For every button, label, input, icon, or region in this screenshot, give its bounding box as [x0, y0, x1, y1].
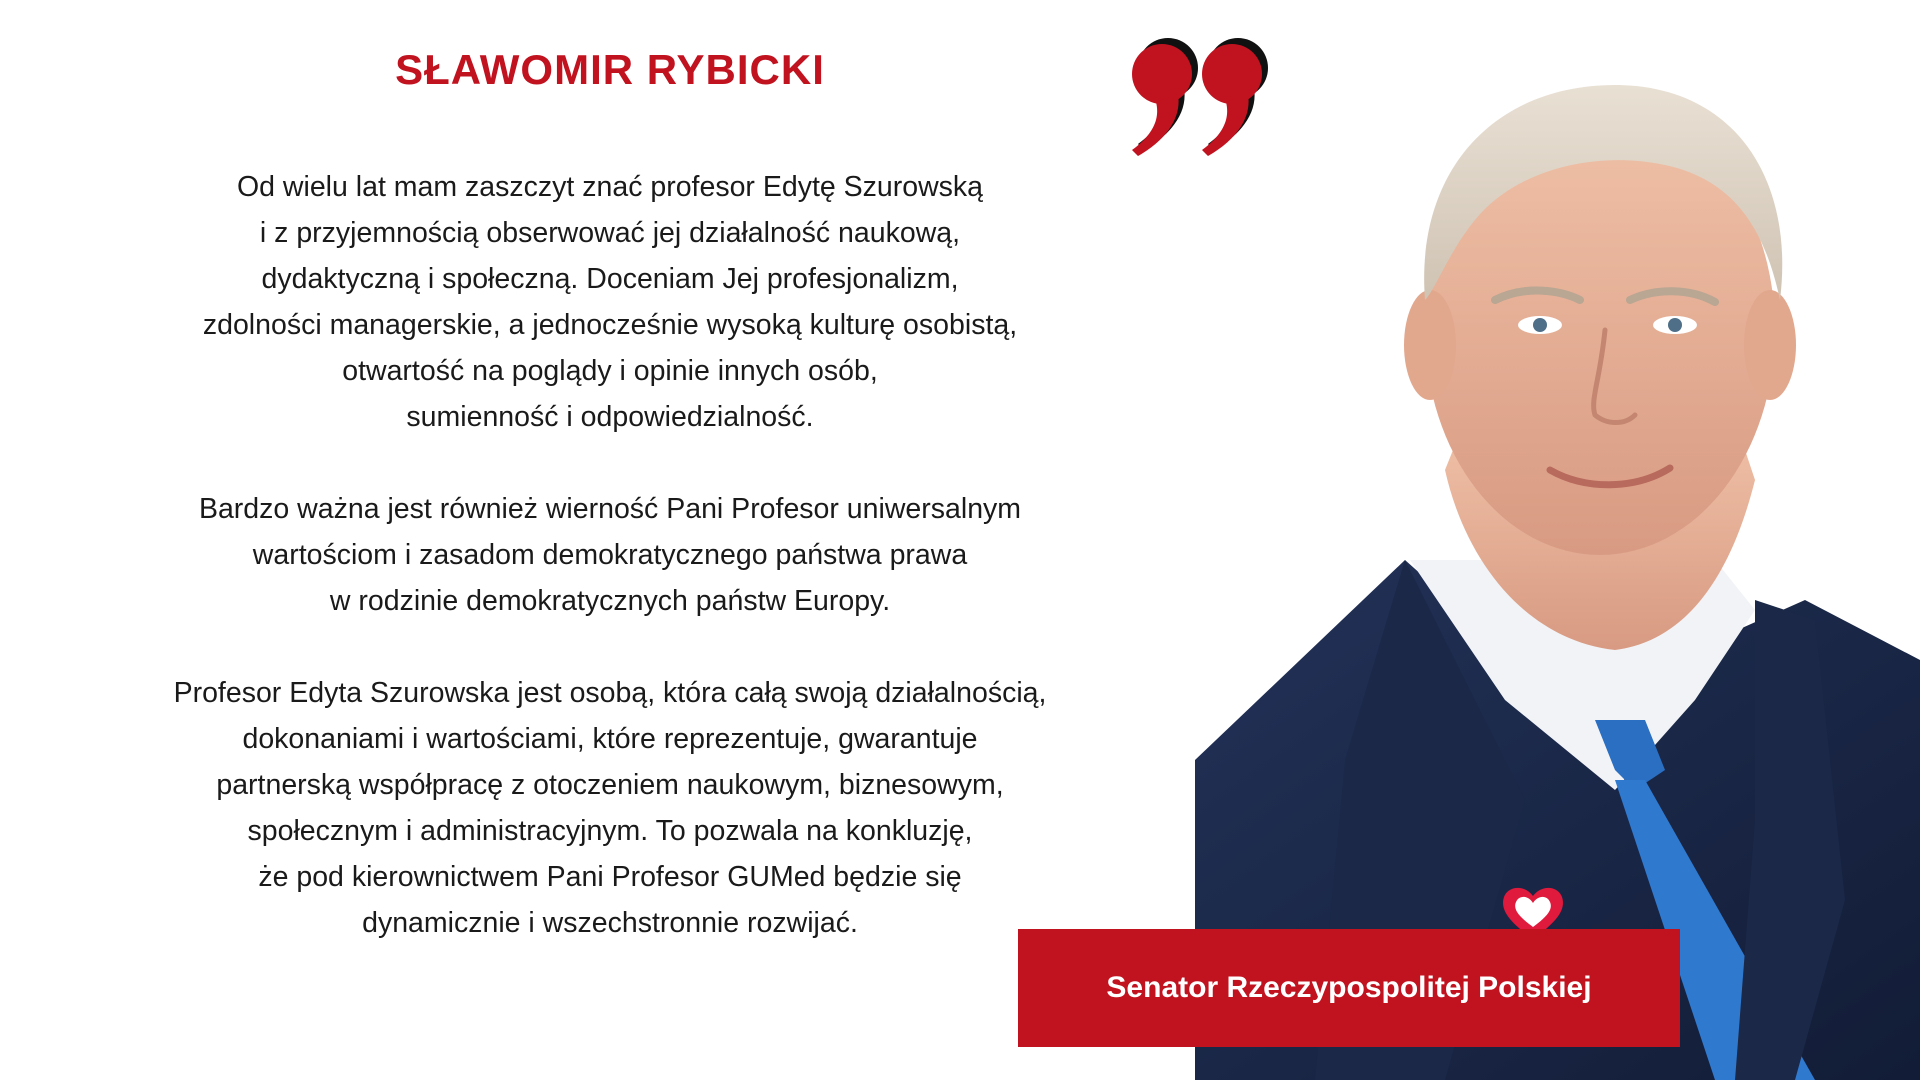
- quote-line: Bardzo ważna jest również wierność Pani Profesor uniwersalnym: [198, 493, 1022, 525]
- quote-line: społecznym i administracyjnym. To pozwala na konkluzję,: [247, 815, 973, 847]
- quote-line: zdolności managerskie, a jednocześnie wysoką kulturę osobistą,: [202, 309, 1018, 341]
- quote-line: dokonaniami i wartościami, które reprezentuje, gwarantuje: [242, 723, 978, 755]
- quote-line: otwartość na poglądy i opinie innych osób,: [342, 355, 878, 387]
- quote-paragraph-1: [60, 164, 1160, 440]
- quote-paragraph-3: [60, 670, 1160, 946]
- quote-paragraph-2: [60, 486, 1160, 624]
- quote-line: dydaktyczną i społeczną. Doceniam Jej profesjonalizm,: [261, 263, 959, 295]
- quote-line: wartościom i zasadom demokratycznego państwa prawa: [252, 539, 968, 571]
- quote-line: dynamicznie i wszechstronnie rozwijać.: [362, 907, 858, 939]
- quote-line: partnerską współpracę z otoczeniem naukowym, biznesowym,: [216, 769, 1004, 801]
- quote-line: w rodzinie demokratycznych państw Europy.: [329, 585, 891, 617]
- quote-line: i z przyjemnością obserwować jej działalność naukową,: [259, 217, 961, 249]
- quote-line: Od wielu lat mam zaszczyt znać profesor Edytę Szurowską: [236, 171, 984, 203]
- quote-line: Profesor Edyta Szurowska jest osobą, która całą swoją działalnością,: [173, 677, 1047, 709]
- quote-line: że pod kierownictwem Pani Profesor GUMed będzie się: [258, 861, 962, 893]
- caption-text: Senator Rzeczypospolitej Polskiej: [1106, 971, 1592, 1004]
- quote-text: [60, 164, 1160, 992]
- quote-line: sumienność i odpowiedzialność.: [406, 401, 814, 433]
- caption-banner: [1018, 929, 1680, 1047]
- person-name: SŁAWOMIR RYBICKI: [395, 46, 825, 93]
